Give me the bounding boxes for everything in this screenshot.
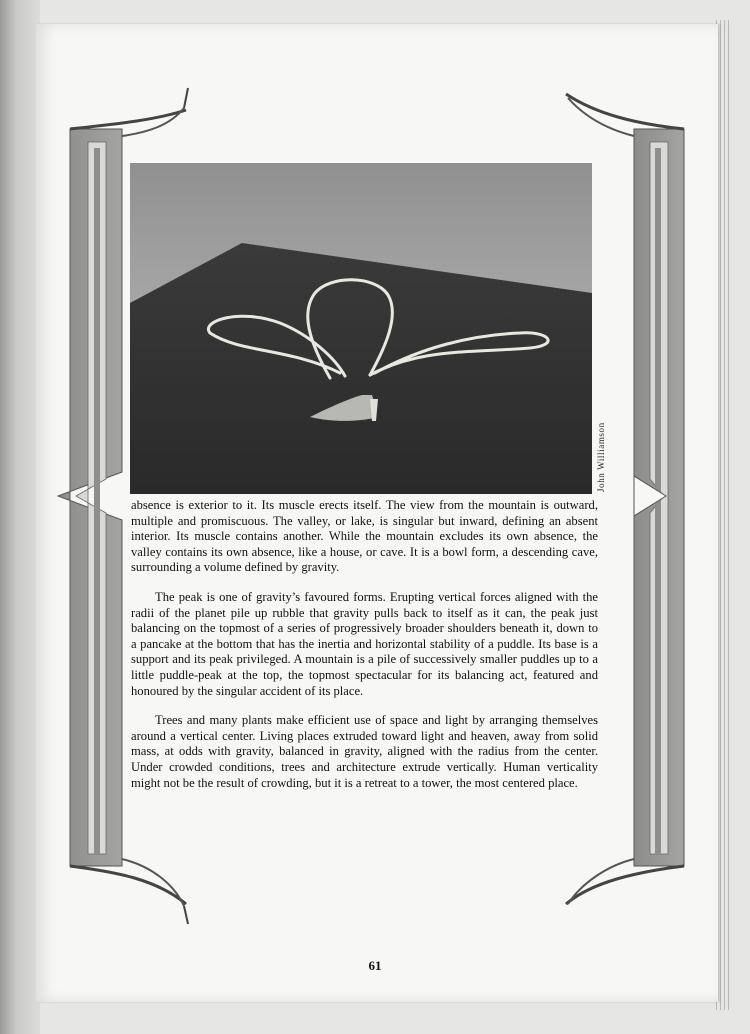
shoe-loops-photo [130, 163, 592, 494]
body-text [131, 498, 598, 805]
paragraph: Trees and many plants make efficient use of space and light by arranging themselves around a vertical center. Living places extruded toward light and heaven, away from solid mass, at odds with gravity, balanced in gravity, aligned with the radius from the center. Under crowded conditions, trees and architecture extrude vertically. Human verticality might not be the result of crowding, but it is a retreat to a tower, the most centered place. [131, 713, 598, 790]
photo-credit: John Williamson [596, 422, 606, 492]
paragraph: The peak is one of gravity’s favoured forms. Erupting vertical forces aligned with the radii of the planet pile up rubble that gravity pulls back to itself as it can, the peak just balancing on the topmost of a series of progressively broader shoulders beneath it, down to a pancake at the bottom that has the inertia and horizontal stability of a puddle. Its base is a support and its peak privileged. A mountain is a pile of successively smaller puddles up to a little puddle-peak at the top, the topmost spectacular for its balancing act, featured and honoured by the singular accident of its place. [131, 589, 598, 698]
figure-photo [130, 163, 592, 494]
page-number: 61 [368, 958, 382, 973]
facing-page-edge [0, 0, 40, 1034]
paragraph: absence is exterior to it. Its muscle erects itself. The view from the mountain is outward, multiple and promiscuous. The valley, or lake, is singular but inward, defining an absent interior. Its muscle contains another. While the mountain excludes its own absence, the valley contains its own absence, like a house, or cave. It is a bowl form, a descending cave, surrounding a volume defined by gravity. [131, 498, 598, 575]
